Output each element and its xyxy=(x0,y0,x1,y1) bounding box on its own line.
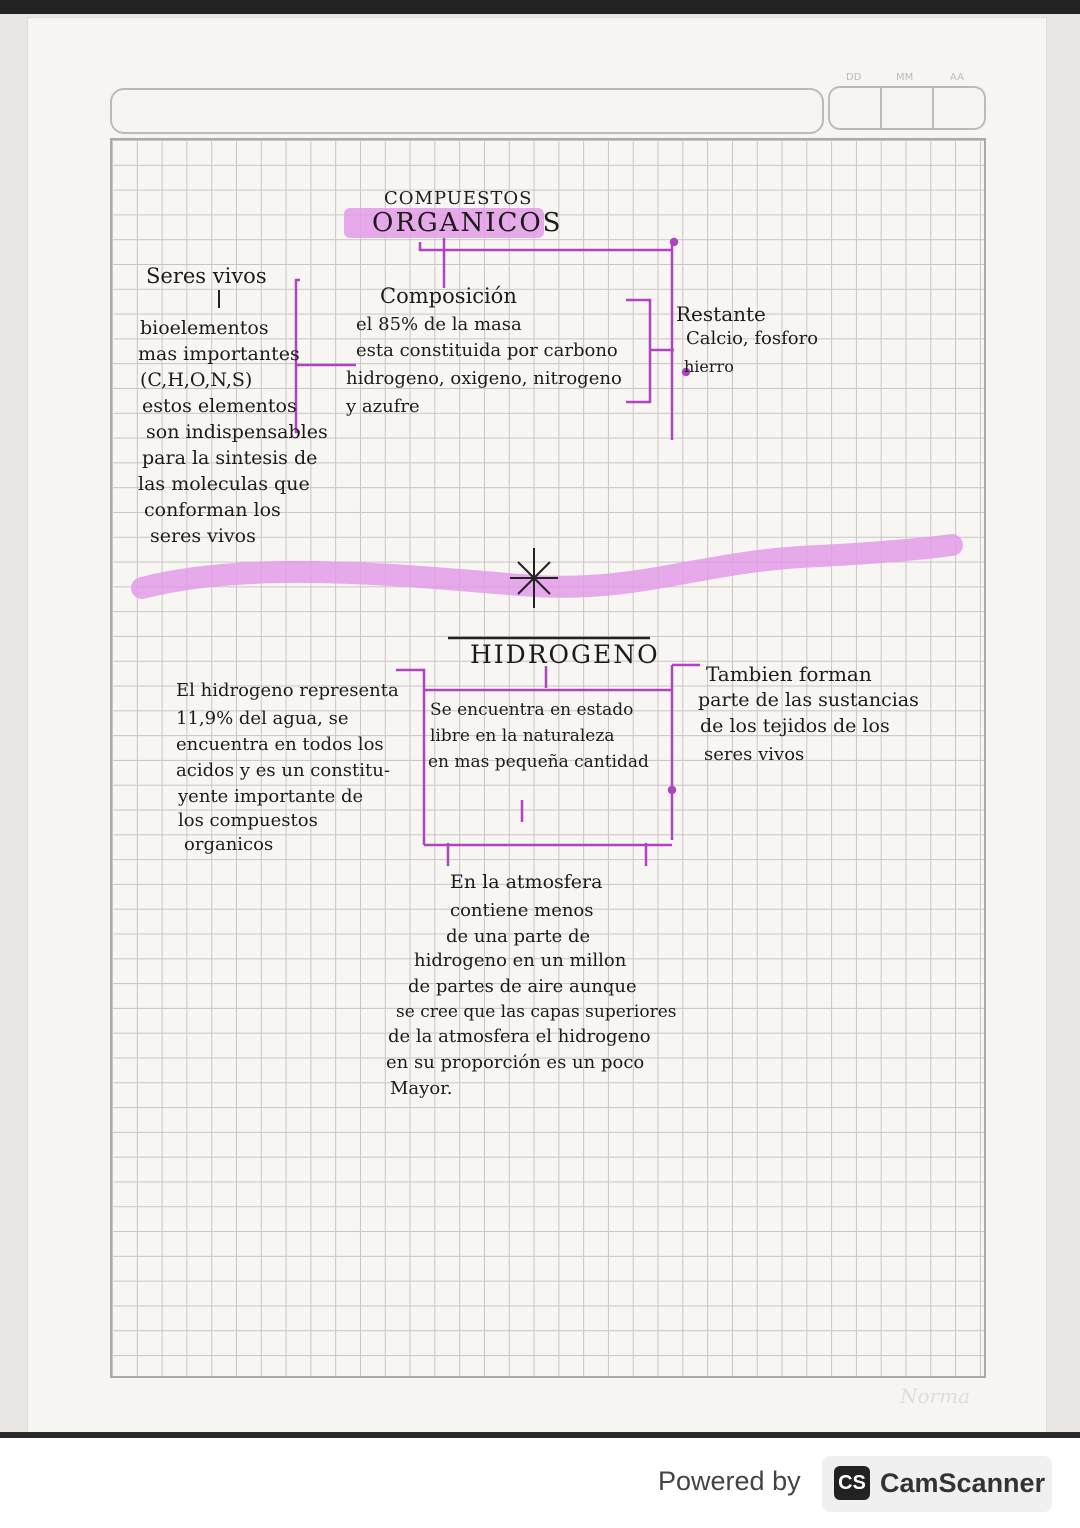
atmosfera-line: hidrogeno en un millon xyxy=(414,950,627,971)
bioelementos-line: conforman los xyxy=(144,499,281,521)
atmosfera-line: en su proporción es un poco xyxy=(386,1052,645,1073)
atmosfera-line: de una parte de xyxy=(446,926,591,947)
composicion-line: y azufre xyxy=(346,396,420,417)
composicion-line: hidrogeno, oxigeno, nitrogeno xyxy=(346,368,622,389)
organicos-title: ORGANICOS xyxy=(372,208,563,238)
bioelementos-line: (C,H,O,N,S) xyxy=(140,369,253,391)
hidrogeno-center-line: libre en la naturaleza xyxy=(430,726,615,746)
hidrogeno-left-line: los compuestos xyxy=(178,810,318,831)
atmosfera-line: En la atmosfera xyxy=(450,871,603,893)
seres-vivos-tick xyxy=(218,290,220,308)
atmosfera-line: Mayor. xyxy=(390,1078,453,1099)
bioelementos-line: para la sintesis de xyxy=(142,447,318,469)
bioelementos-line: seres vivos xyxy=(150,525,256,547)
composicion-line: esta constituida por carbono xyxy=(356,340,618,361)
hidrogeno-right-line: parte de las sustancias xyxy=(698,689,919,711)
atmosfera-line: contiene menos xyxy=(450,900,594,921)
hidrogeno-left-line: 11,9% del agua, se xyxy=(176,708,349,729)
hidrogeno-center-line: Se encuentra en estado xyxy=(430,700,634,720)
hidrogeno-left-line: yente importante de xyxy=(178,786,364,807)
atmosfera-line: de la atmosfera el hidrogeno xyxy=(388,1026,651,1047)
hidrogeno-right-line: seres vivos xyxy=(704,744,805,765)
hidrogeno-left-line: El hidrogeno representa xyxy=(176,680,399,701)
date-label-day: DD xyxy=(846,72,862,83)
atmosfera-line: se cree que las capas superiores xyxy=(396,1002,677,1022)
hidrogeno-left-line: encuentra en todos los xyxy=(176,734,384,755)
bioelementos-line: mas importantes xyxy=(138,343,300,365)
hidrogeno-left-line: organicos xyxy=(184,834,274,855)
camscanner-logo-icon: CS xyxy=(834,1466,870,1500)
norma-logo: Norma xyxy=(900,1384,970,1408)
hidrogeno-right-line: de los tejidos de los xyxy=(700,715,890,737)
hidrogeno-title: HIDROGENO xyxy=(470,640,660,669)
bioelementos-line: bioelementos xyxy=(140,317,269,339)
seres-vivos-label: Seres vivos xyxy=(146,264,267,288)
date-label-year: AA xyxy=(950,72,964,83)
camscanner-name: CamScanner xyxy=(880,1468,1046,1498)
restante-line: hierro xyxy=(684,357,734,376)
composicion-title: Composición xyxy=(380,284,517,308)
composicion-line: el 85% de la masa xyxy=(356,314,522,335)
restante-line: Restante xyxy=(676,302,766,326)
atmosfera-line: de partes de aire aunque xyxy=(408,976,637,997)
bioelementos-line: son indispensables xyxy=(146,421,328,443)
date-label-month: MM xyxy=(896,72,914,83)
restante-line: Calcio, fosforo xyxy=(686,328,819,349)
powered-by-text: Powered by xyxy=(658,1466,801,1496)
hidrogeno-left-line: acidos y es un constitu- xyxy=(176,760,390,781)
bioelementos-line: estos elementos xyxy=(142,395,297,417)
hidrogeno-center-line: en mas pequeña cantidad xyxy=(428,752,649,772)
bioelementos-line: las moleculas que xyxy=(138,473,310,495)
hidrogeno-right-line: Tambien forman xyxy=(706,662,872,686)
organicos-title-top: COMPUESTOS xyxy=(384,188,533,209)
